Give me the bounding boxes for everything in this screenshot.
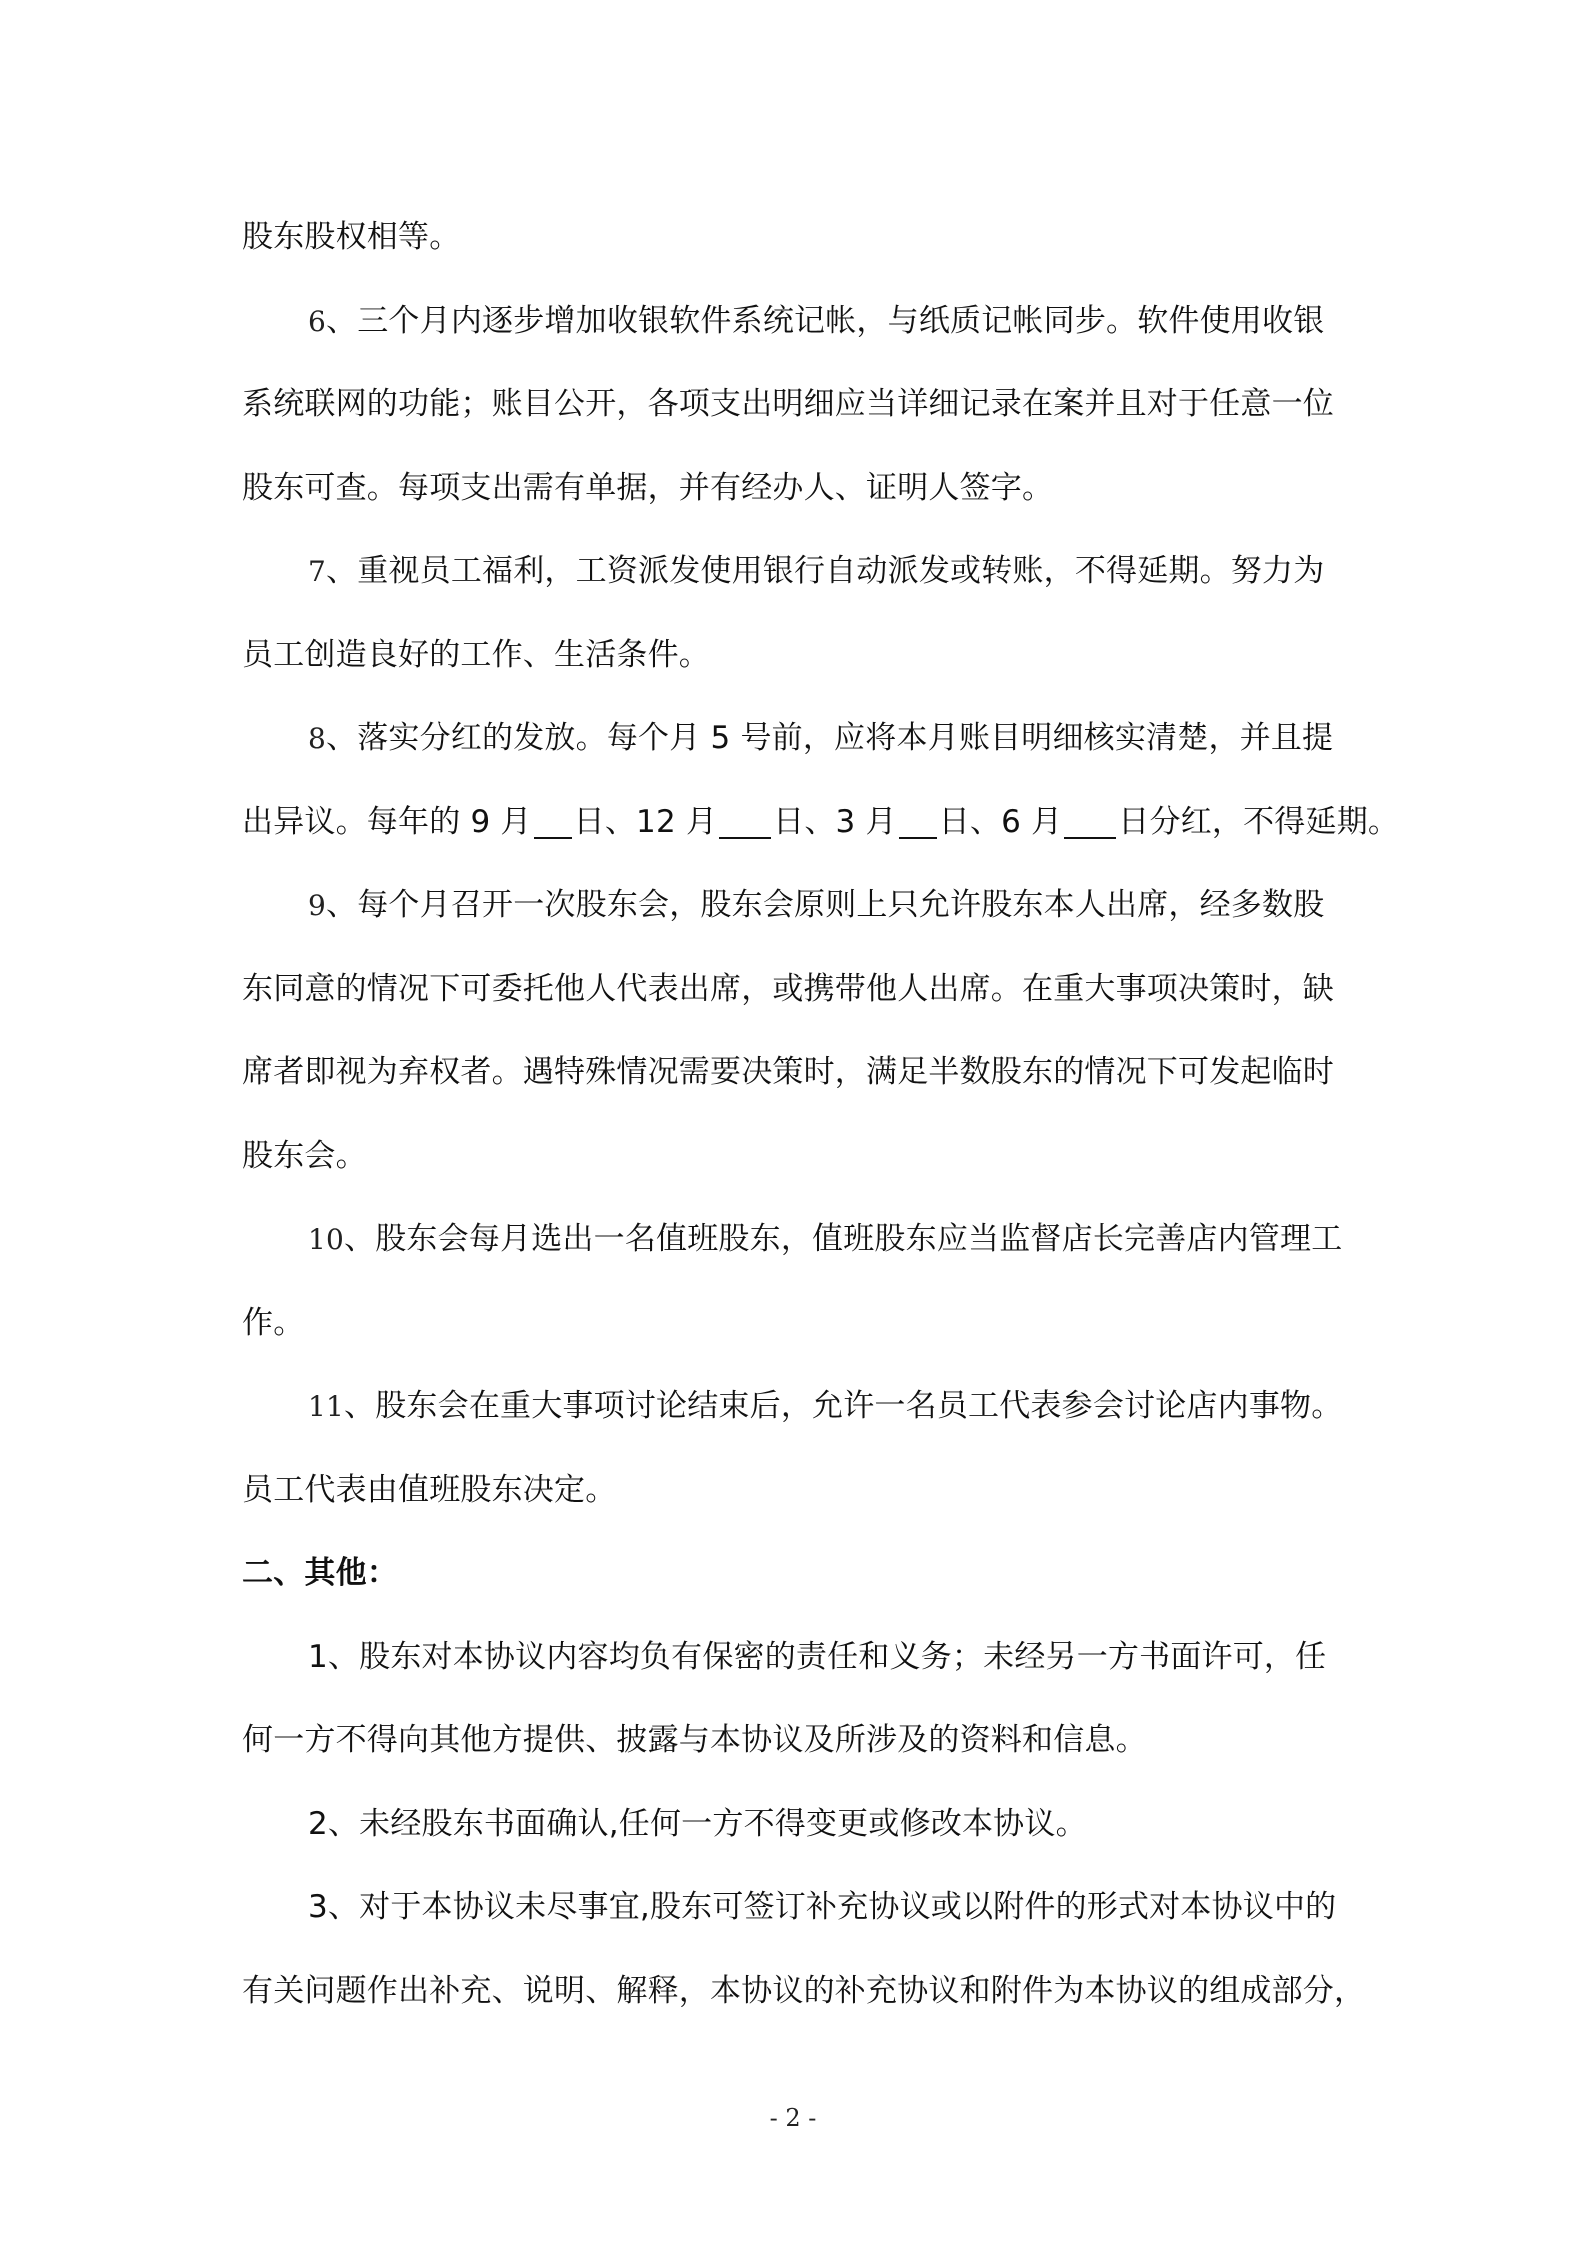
other-clause-1 <box>242 1616 1362 1700</box>
line-text: 、落实分红的发放。每个月 5 号前，应将本月账目明细核实清楚，并且提 <box>326 720 1334 756</box>
line-text: 出异议。每年的 9 月 <box>242 803 532 840</box>
line-text: 股东会。 <box>242 1137 367 1174</box>
line-text: 、三个月内逐步增加收银软件系统记帐，与纸质记帐同步。软件使用收银 <box>326 302 1325 339</box>
heading-text: 二、其他： <box>242 1555 398 1591</box>
clause-number: 9 <box>308 889 327 922</box>
line-text: 作。 <box>242 1304 305 1341</box>
fill-blank <box>1064 809 1116 839</box>
other-clause-3 <box>242 1866 1362 1950</box>
line-text: 、重视员工福利，工资派发使用银行自动派发或转账，不得延期。努力为 <box>326 553 1325 589</box>
clause-number: 6 <box>308 304 327 338</box>
line-text: 席者即视为弃权者。遇特殊情况需要决策时，满足半数股东的情况下可发起临时 <box>242 1054 1334 1090</box>
clause-number: 10 <box>308 1223 345 1256</box>
clause-9 <box>242 864 1362 948</box>
clause-8 <box>242 697 1362 781</box>
paragraph-line <box>242 614 1362 698</box>
line-text: 系统联网的功能；账目公开，各项支出明细应当详细记录在案并且对于任意一位 <box>242 386 1334 422</box>
line-text: 何一方不得向其他方提供、披露与本协议及所涉及的资料和信息。 <box>242 1722 1147 1758</box>
paragraph-line <box>242 1282 1362 1366</box>
paragraph-line <box>242 1699 1362 1783</box>
paragraph-line <box>242 447 1362 531</box>
other-clause-2 <box>242 1783 1362 1867</box>
page-number: - 2 - <box>769 2104 817 2132</box>
line-text: 股东股权相等。 <box>242 219 461 255</box>
line-text: 日、6 月 <box>938 803 1063 840</box>
paragraph-line <box>242 1950 1366 2034</box>
clause-number: 8 <box>308 722 327 755</box>
line-text: 2、未经股东书面确认,任何一方不得变更或修改本协议。 <box>308 1805 1087 1842</box>
paragraph-line <box>242 948 1362 1032</box>
paragraph-line <box>242 1449 1362 1533</box>
fill-blank <box>899 809 937 839</box>
line-text: 、股东会每月选出一名值班股东，值班股东应当监督店长完善店内管理工 <box>344 1221 1343 1257</box>
line-text: 、股东会在重大事项讨论结束后，允许一名员工代表参会讨论店内事物。 <box>344 1388 1343 1424</box>
paragraph-line <box>242 1115 1362 1199</box>
paragraph-line <box>242 1031 1362 1115</box>
line-text: 、每个月召开一次股东会，股东会原则上只允许股东本人出席，经多数股 <box>326 887 1325 923</box>
clause-11 <box>242 1365 1362 1449</box>
line-text: 日分红，不得延期。 <box>1118 803 1400 840</box>
fill-blank <box>719 809 771 839</box>
dividend-dates-line <box>242 781 1400 865</box>
section-heading <box>242 1532 1362 1616</box>
line-text: 有关问题作出补充、说明、解释，本协议的补充协议和附件为本协议的组成部分， <box>242 1972 1366 2009</box>
clause-number: 7 <box>308 555 327 588</box>
clause-number: 11 <box>308 1390 345 1423</box>
document-body <box>242 196 1400 2033</box>
line-text: 日、3 月 <box>773 803 897 840</box>
clause-7 <box>242 530 1362 614</box>
clause-6 <box>242 280 1362 364</box>
line-text: 日、12 月 <box>573 803 718 840</box>
paragraph-line <box>242 363 1362 447</box>
fill-blank <box>534 809 572 839</box>
paragraph-line <box>242 196 1362 280</box>
clause-10 <box>242 1198 1362 1282</box>
line-text: 股东可查。每项支出需有单据，并有经办人、证明人签字。 <box>242 469 1054 506</box>
line-text: 员工代表由值班股东决定。 <box>242 1471 617 1508</box>
line-text: 3、对于本协议未尽事宜,股东可签订补充协议或以附件的形式对本协议中的 <box>308 1889 1337 1925</box>
line-text: 东同意的情况下可委托他人代表出席，或携带他人出席。在重大事项决策时，缺 <box>242 970 1334 1007</box>
line-text: 1、股东对本协议内容均负有保密的责任和义务；未经另一方书面许可，任 <box>308 1638 1327 1675</box>
line-text: 员工创造良好的工作、生活条件。 <box>242 636 710 673</box>
